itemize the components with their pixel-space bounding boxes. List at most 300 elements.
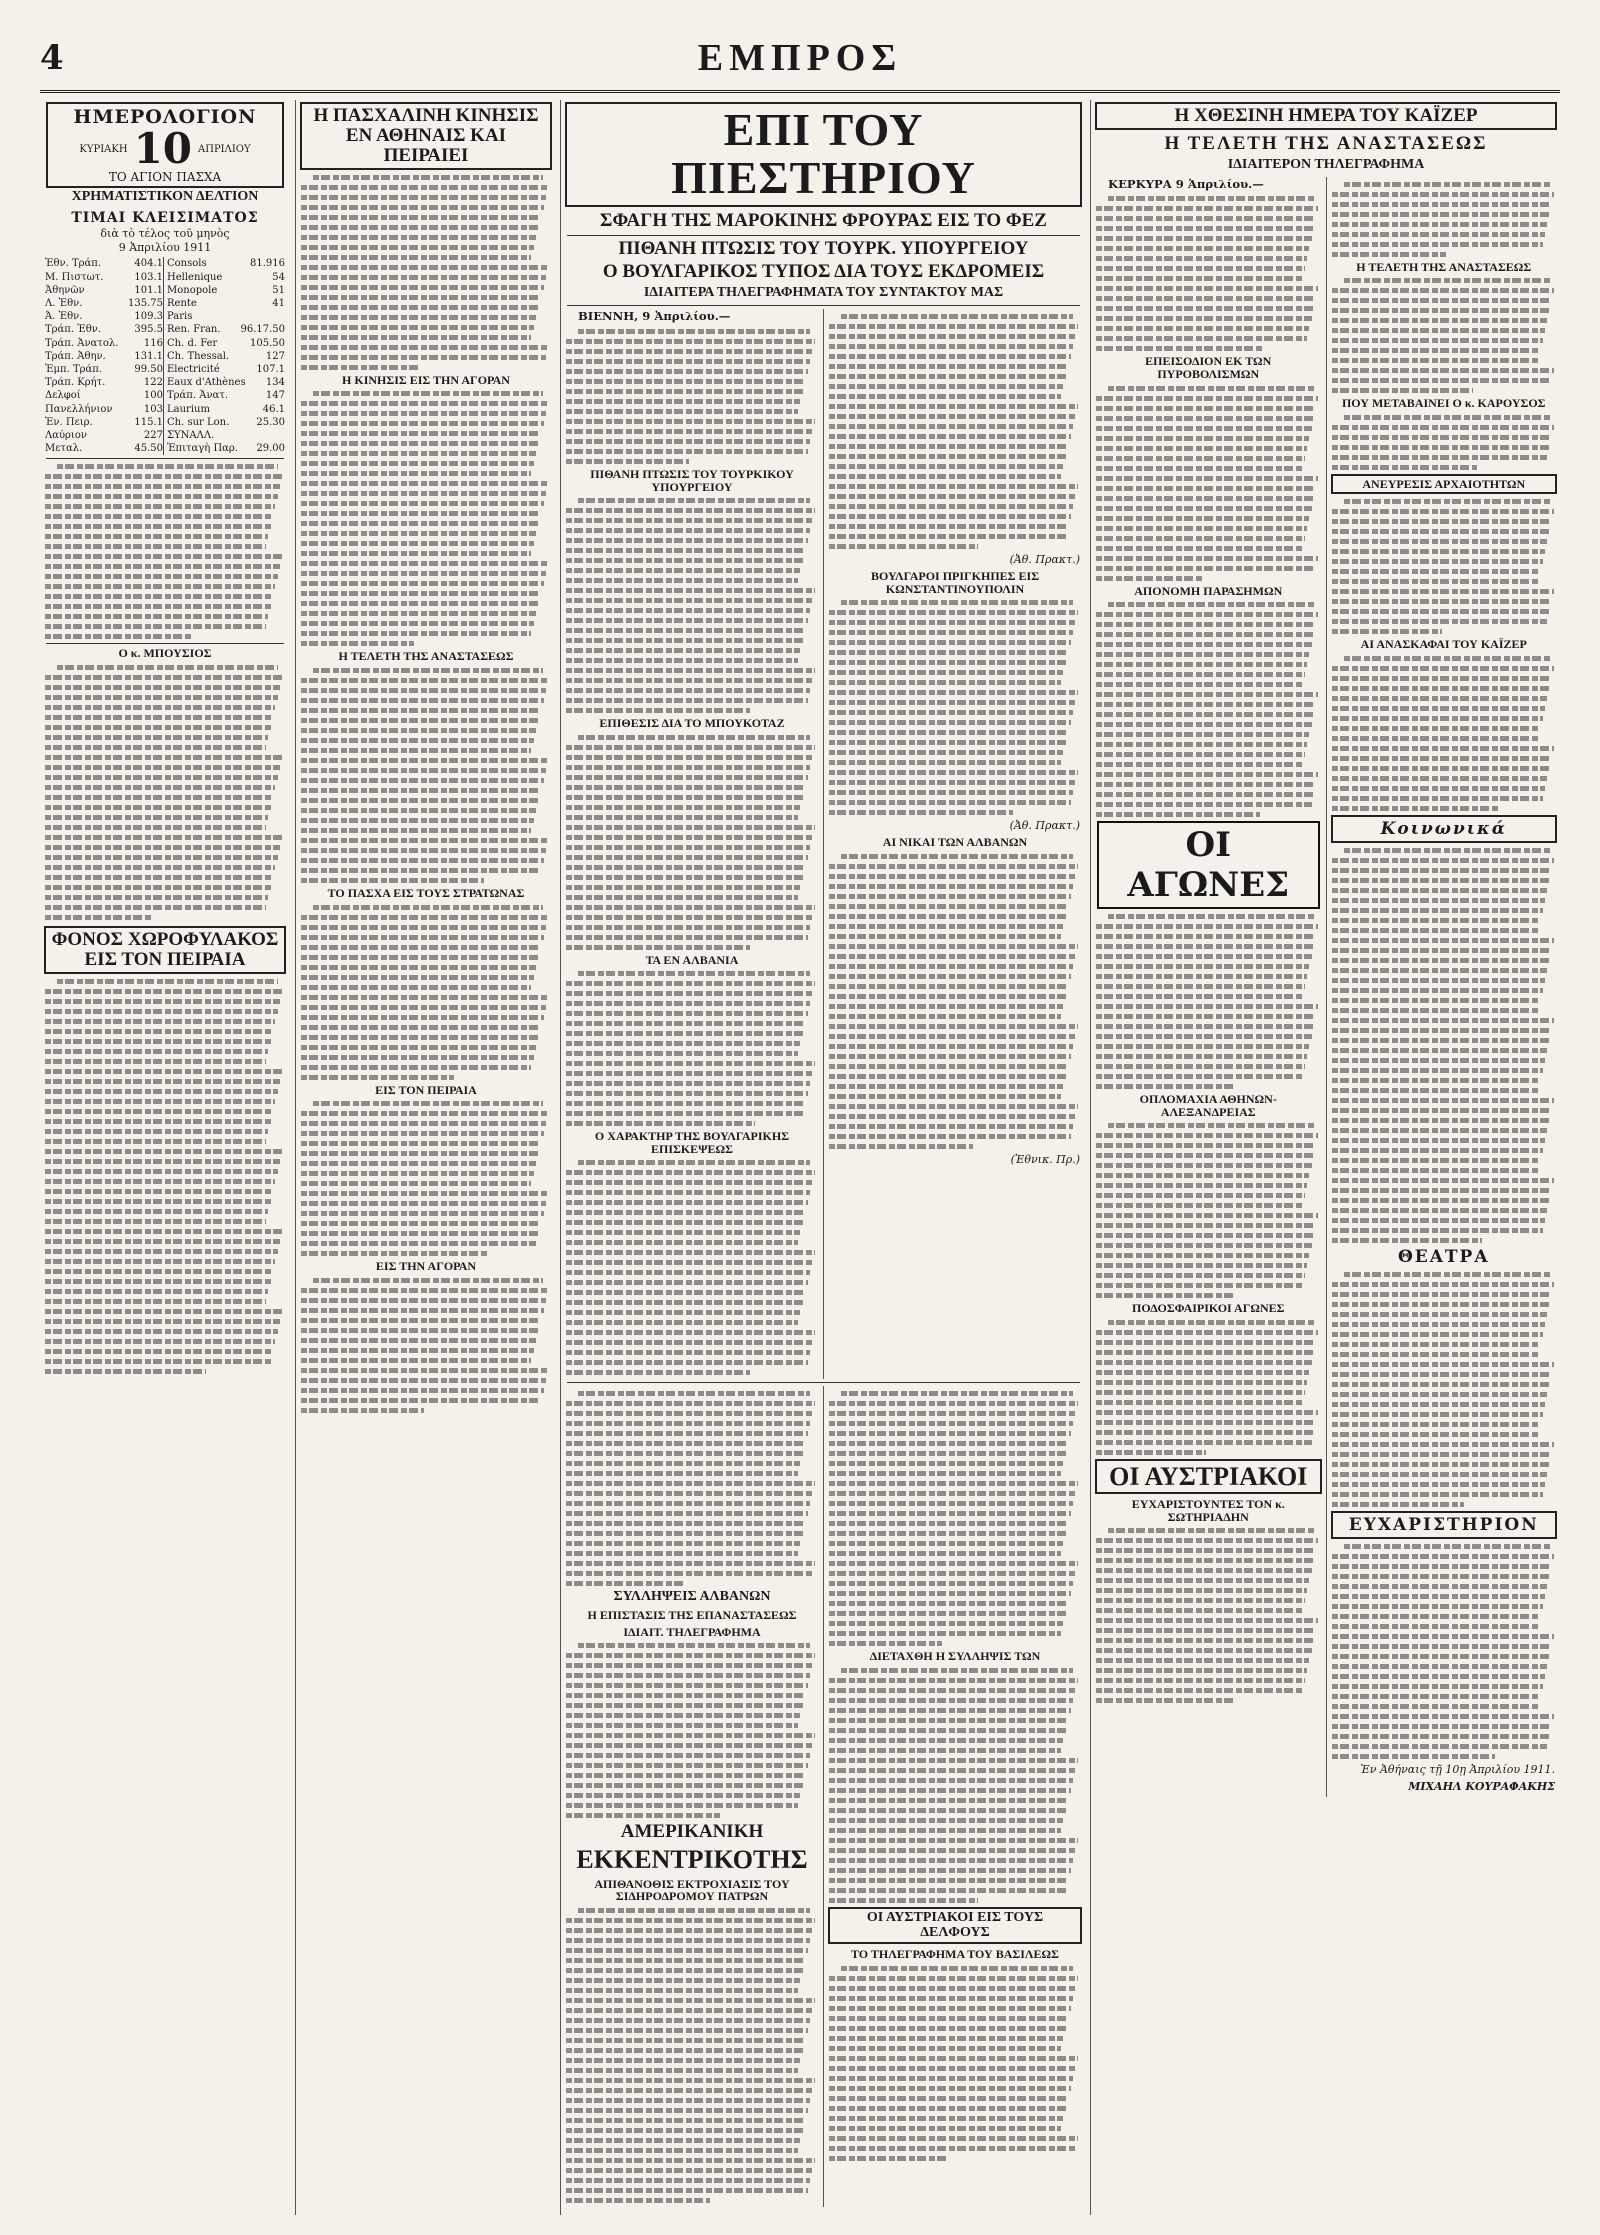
text-line: [829, 1898, 978, 1903]
dateline-corfu: ΚΕΡΚΥΡΑ 9 Ἀπριλίου.—: [1108, 176, 1264, 191]
text-line: [829, 524, 1068, 529]
text-line: [1096, 576, 1202, 581]
text-line: [1096, 1588, 1307, 1593]
subhead-shooting-incident: ΕΠΕΙΣΟΔΙΟΝ ΕΚ ΤΩΝ ΠΥΡΟΒΟΛΙΣΜΩΝ: [1145, 354, 1272, 381]
text-line: [1344, 415, 1551, 420]
text-line: [566, 2038, 805, 2043]
text-line: [841, 600, 1073, 605]
text-line: [829, 2016, 1068, 2021]
text-line: [566, 518, 813, 523]
text-line: [829, 1601, 1068, 1606]
text-line: [829, 1778, 1073, 1783]
text-line: [301, 611, 536, 616]
text-line: [1096, 1173, 1309, 1178]
text-line: [45, 745, 266, 750]
text-line: [45, 735, 268, 740]
text-line: [566, 1310, 800, 1315]
text-line: [829, 1611, 1066, 1616]
text-line: [301, 1025, 541, 1030]
text-line: [566, 1041, 800, 1046]
subhead-derailment: ΑΠΙΘΑΝΟΘΙΣ ΕΚΤΡΟΧΙΑΣΙΣ ΤΟΥ ΣΙΔΗΡΟΔΡΟΜΟΥ ΠΑΤΡΩΝ: [594, 1876, 790, 1904]
stock-price: 134: [265, 377, 285, 389]
text-line: [829, 1411, 1076, 1416]
deck-telegrams: ΙΔΙΑΙΤΕΡΑ ΤΗΛΕΓΡΑΦΗΜΑΤΑ ΤΟΥ ΣΥΝΤΑΚΤΟΥ ΜΑΣ: [643, 285, 1004, 301]
text-line: [829, 1451, 1066, 1456]
text-line: [829, 364, 1068, 369]
text-line: [1332, 1108, 1552, 1113]
text-line: [1096, 516, 1309, 521]
text-line: [1332, 619, 1548, 624]
subhead-piraeus: ΕΙΣ ΤΟΝ ΠΕΙΡΑΙΑ: [375, 1082, 477, 1097]
text-line: [566, 578, 798, 583]
text-line: [829, 2116, 1063, 2121]
text-line: [1096, 1233, 1314, 1238]
text-line: [301, 778, 544, 783]
article-text: [1332, 1272, 1557, 1507]
text-line: [829, 730, 1068, 735]
subhead-austrians-delphi: ΟΙ ΑΥΣΤΡΙΑΚΟΙ ΕΙΣ ΤΟΥΣ ΔΕΛΦΟΥΣ: [828, 1907, 1082, 1944]
text-line: [45, 785, 275, 790]
text-line: [829, 1581, 1073, 1586]
text-line: [1344, 499, 1551, 504]
text-line: [1096, 662, 1307, 667]
stock-name: Μεταλ.: [45, 443, 83, 455]
text-line: [566, 2018, 810, 2023]
text-line: [829, 1996, 1073, 2001]
text-line: [829, 810, 1013, 815]
text-line: [1096, 396, 1318, 401]
stock-row: [45, 310, 163, 323]
stock-row: [167, 363, 285, 376]
stock-name: Τράπ. Ἀθην.: [45, 350, 106, 362]
text-line: [45, 855, 278, 860]
text-line: [1096, 216, 1316, 221]
text-line: [1332, 1412, 1543, 1417]
text-line: [1096, 1668, 1307, 1673]
text-line: [45, 1259, 275, 1264]
text-line: [1332, 445, 1550, 450]
text-line: [566, 2188, 808, 2193]
text-line: [1332, 796, 1543, 801]
text-line: [301, 1211, 544, 1216]
text-line: [566, 399, 800, 404]
text-line: [301, 688, 546, 693]
text-line: [45, 1239, 280, 1244]
text-line: [1332, 978, 1545, 983]
text-line: [829, 974, 1071, 979]
text-line: [566, 1220, 803, 1225]
text-line: [1332, 676, 1552, 681]
page-number: 4: [40, 38, 64, 78]
deck-fez: ΣΦΑΓΗ ΤΗΣ ΜΑΡΟΚΙΝΗΣ ΦΡΟΥΡΑΣ ΕΙΣ ΤΟ ΦΕΖ: [600, 209, 1047, 231]
easter-title-line1: Η ΠΑΣΧΑΛΙΝΗ ΚΙΝΗΣΙΣ: [313, 105, 539, 126]
article-text: [301, 905, 551, 1080]
text-line: [1096, 436, 1309, 441]
text-line: [301, 631, 531, 636]
text-line: [1332, 1362, 1554, 1367]
text-line: [1332, 696, 1548, 701]
text-line: [566, 1051, 798, 1056]
text-line: [1332, 1694, 1541, 1699]
text-line: [1096, 612, 1318, 617]
text-line: [566, 1021, 805, 1026]
text-line: [1096, 526, 1307, 531]
text-line: [45, 524, 271, 529]
text-line: [1096, 924, 1318, 929]
text-line: [301, 858, 544, 863]
text-line: [1332, 868, 1552, 873]
text-line: [1332, 746, 1554, 751]
stock-row: [167, 376, 285, 389]
text-line: [829, 1591, 1071, 1596]
text-line: [301, 471, 531, 476]
stock-price: 103.1: [134, 271, 163, 283]
text-line: [566, 1111, 803, 1116]
text-line: [566, 2088, 813, 2093]
text-line: [566, 825, 815, 830]
source-sign: (Ἀθ. Πρακτ.): [1009, 819, 1080, 833]
text-line: [1332, 736, 1539, 741]
article-text: [45, 665, 285, 920]
stock-row: [45, 363, 163, 376]
text-line: [1332, 328, 1545, 333]
text-line: [1108, 1528, 1315, 1533]
text-line: [45, 1229, 283, 1234]
stock-row: [167, 257, 285, 270]
text-line: [566, 359, 810, 364]
text-line: [301, 1015, 544, 1020]
stock-row: [45, 389, 163, 402]
closing-prices-header: [46, 209, 284, 256]
text-line: [301, 335, 531, 340]
text-line: [566, 608, 810, 613]
thanks-headline: ΕΥΧΑΡΙΣΤΗΡΙΟΝ: [1331, 1511, 1558, 1539]
text-line: [45, 695, 278, 700]
text-line: [301, 1251, 489, 1256]
text-line: [301, 1231, 539, 1236]
text-line: [1096, 1243, 1312, 1248]
text-line: [566, 1071, 813, 1076]
text-line: [1096, 1698, 1233, 1703]
text-line: [301, 345, 549, 350]
text-line: [829, 864, 1078, 869]
text-line: [829, 1124, 1073, 1129]
text-line: [301, 315, 536, 320]
text-line: [566, 1451, 803, 1456]
article-text: [566, 735, 818, 950]
text-line: [301, 551, 531, 556]
text-line: [829, 1838, 1078, 1843]
text-line: [1332, 192, 1554, 197]
text-line: [1332, 1624, 1539, 1629]
text-line: [45, 685, 280, 690]
text-line: [45, 815, 268, 820]
text-line: [1332, 918, 1541, 923]
text-line: [566, 1210, 805, 1215]
article-text: [566, 329, 818, 464]
text-line: [566, 1081, 810, 1086]
text-line: [829, 534, 1066, 539]
text-line: [1332, 1754, 1496, 1759]
stock-name: ΣΥΝΑΛΛ.: [167, 429, 215, 441]
text-line: [1332, 1744, 1548, 1749]
text-line: [313, 668, 543, 673]
text-line: [829, 914, 1066, 919]
text-line: [1096, 692, 1318, 697]
text-line: [45, 875, 273, 880]
text-line: [566, 1481, 815, 1486]
text-line: [1332, 509, 1554, 514]
text-line: [1332, 1452, 1552, 1457]
column-2: [295, 100, 556, 2215]
text-line: [1344, 278, 1551, 283]
text-line: [829, 954, 1076, 959]
text-line: [45, 1309, 283, 1314]
text-line: [566, 1441, 805, 1446]
text-line: [1096, 1153, 1314, 1158]
text-line: [1332, 1574, 1550, 1579]
text-line: [1332, 1684, 1543, 1689]
text-line: [1332, 958, 1550, 963]
text-line: [301, 738, 534, 743]
text-line: [301, 955, 539, 960]
text-line: [829, 1541, 1063, 1546]
text-line: [829, 1788, 1071, 1793]
text-line: [1332, 1302, 1550, 1307]
text-line: [566, 1958, 805, 1963]
text-line: [301, 1005, 546, 1010]
subhead-albanian-arrests: ΣΥΛΛΗΨΕΙΣ ΑΛΒΑΝΩΝ: [613, 1589, 771, 1605]
text-line: [829, 700, 1076, 705]
text-line: [1332, 1734, 1550, 1739]
text-line: [829, 690, 1078, 695]
stock-name: Consols: [167, 258, 207, 270]
text-line: [301, 798, 539, 803]
text-line: [566, 1011, 808, 1016]
text-line: [1332, 629, 1442, 634]
stock-price: 227: [143, 429, 163, 441]
text-line: [301, 965, 536, 970]
text-line: [1344, 1544, 1551, 1549]
text-line: [1332, 1332, 1543, 1337]
stock-row: [45, 297, 163, 310]
text-line: [313, 905, 543, 910]
text-line: [566, 2168, 813, 2173]
text-line: [301, 1308, 544, 1313]
text-line: [1332, 242, 1543, 247]
text-line: [829, 1034, 1076, 1039]
text-line: [566, 1968, 803, 1973]
text-line: [566, 1190, 810, 1195]
stock-row: [167, 442, 285, 455]
text-line: [578, 971, 810, 976]
text-line: [1096, 1203, 1303, 1208]
text-line: [566, 688, 810, 693]
text-line: [1096, 1538, 1318, 1543]
subhead-arrest-ordered: ΔΙΕΤΑΧΘΗ Η ΣΥΛΛΗΨΙΣ ΤΩΝ: [869, 1649, 1041, 1664]
text-line: [829, 710, 1073, 715]
text-line: [566, 1743, 813, 1748]
stock-row: [45, 257, 163, 270]
stock-row: [45, 284, 163, 297]
article-text: [566, 971, 818, 1126]
text-line: [829, 2046, 1061, 2051]
text-line: [566, 855, 808, 860]
text-line: [566, 618, 808, 623]
text-line: [1096, 1044, 1309, 1049]
text-line: [301, 995, 549, 1000]
text-line: [1332, 1028, 1552, 1033]
text-line: [566, 598, 813, 603]
text-line: [1096, 782, 1316, 787]
text-line: [1332, 898, 1545, 903]
stock-price: 131.1: [134, 350, 163, 362]
text-line: [301, 571, 546, 576]
deck-turkish-ministry: ΠΙΘΑΝΗ ΠΤΩΣΙΣ ΤΟΥ ΤΟΥΡΚ. ΥΠΟΥΡΓΕΙΟΥ: [618, 237, 1029, 259]
text-line: [1096, 226, 1314, 231]
text-line: [45, 1359, 271, 1364]
stock-table: [45, 257, 285, 455]
text-line: [1096, 984, 1305, 989]
text-line: [301, 818, 534, 823]
text-line: [301, 1141, 541, 1146]
text-line: [1332, 1472, 1548, 1477]
text-line: [301, 878, 484, 883]
text-line: [829, 454, 1066, 459]
text-line: [301, 1388, 544, 1393]
stock-name: Λ. Ἐθν.: [45, 298, 83, 310]
text-line: [829, 1848, 1076, 1853]
article-text: [1332, 656, 1557, 811]
text-line: [1332, 1554, 1554, 1559]
article-text: [1096, 602, 1321, 817]
text-line: [829, 344, 1073, 349]
text-line: [578, 1391, 810, 1396]
text-line: [829, 2036, 1063, 2041]
text-line: [301, 1378, 546, 1383]
text-line: [829, 494, 1076, 499]
text-line: [829, 1708, 1071, 1713]
text-line: [1096, 1340, 1316, 1345]
text-line: [57, 665, 278, 670]
text-line: [1332, 202, 1552, 207]
text-line: [829, 640, 1071, 645]
text-line: [1108, 386, 1315, 391]
text-line: [301, 305, 539, 310]
subhead-telegram: ΙΔΙΑΙΤ. ΤΗΛΕΓΡΑΦΗΜΑ: [623, 1624, 761, 1639]
text-line: [1096, 1074, 1303, 1079]
text-line: [301, 868, 541, 873]
text-line: [829, 650, 1068, 655]
text-line: [829, 404, 1078, 409]
stock-row: [167, 350, 285, 363]
text-line: [1096, 326, 1309, 331]
article-title-murder: ΦΟΝΟΣ ΧΩΡΟΦΥΛΑΚΟΣ ΕΙΣ ΤΟΝ ΠΕΙΡΑΙΑ: [44, 926, 286, 974]
text-line: [1332, 358, 1539, 363]
text-line: [45, 1099, 275, 1104]
text-line: [1332, 756, 1552, 761]
divider: [567, 305, 1080, 306]
text-line: [1096, 406, 1316, 411]
text-line: [1332, 1048, 1548, 1053]
article-text: [1096, 1123, 1321, 1298]
text-line: [1332, 1584, 1548, 1589]
text-line: [566, 895, 798, 900]
text-line: [1332, 666, 1554, 671]
text-line: [829, 354, 1071, 359]
article-text: [829, 1391, 1081, 1646]
masthead: [40, 34, 1560, 93]
closing-title: ΤΙΜΑΙ ΚΛΕΙΣΙΜΑΤΟΣ: [71, 209, 259, 226]
stock-row: [167, 389, 285, 402]
text-line: [301, 975, 534, 980]
text-line: [1344, 1272, 1551, 1277]
text-line: [1096, 1360, 1312, 1365]
text-line: [829, 780, 1076, 785]
stock-row: [45, 429, 163, 442]
stock-price: 127: [265, 350, 285, 362]
text-line: [1332, 579, 1539, 584]
theatres-headline: ΘΕΑΤΡΑ: [1397, 1246, 1490, 1267]
newspaper-title: ΕΜΠΡΟΣ: [697, 37, 903, 79]
text-line: [566, 2118, 805, 2123]
text-line: [1332, 1604, 1543, 1609]
text-line: [566, 2108, 808, 2113]
text-line: [566, 945, 750, 950]
text-line: [1332, 1482, 1545, 1487]
text-line: [301, 275, 546, 280]
text-line: [1332, 1058, 1545, 1063]
stock-row: [167, 429, 285, 442]
text-line: [1332, 1502, 1464, 1507]
article-text: [829, 1668, 1081, 1903]
stock-name: Ἐπιταγὴ Παρ.: [167, 443, 238, 455]
article-text: [1332, 182, 1557, 257]
text-line: [829, 720, 1071, 725]
text-line: [566, 1733, 815, 1738]
text-line: [566, 1401, 815, 1406]
text-line: [1332, 232, 1545, 237]
text-line: [301, 501, 544, 506]
text-line: [301, 581, 544, 586]
text-line: [301, 265, 549, 270]
text-line: [45, 1139, 266, 1144]
text-line: [829, 1421, 1073, 1426]
text-line: [1096, 812, 1260, 817]
text-line: [1096, 1193, 1305, 1198]
text-line: [1332, 1442, 1554, 1447]
text-line: [1332, 1118, 1550, 1123]
text-line: [1332, 455, 1548, 460]
thanks-date: Ἐν Ἀθήναις τῇ 10ῃ Ἀπριλίου 1911.: [1360, 1762, 1555, 1776]
stock-price: 29.00: [256, 443, 285, 455]
text-line: [566, 875, 803, 880]
text-line: [301, 1161, 536, 1166]
games-headline: ΟΙ ΑΓΩΝΕΣ: [1097, 821, 1320, 909]
text-line: [45, 1089, 278, 1094]
text-line: [1108, 1123, 1315, 1128]
text-line: [1332, 1128, 1548, 1133]
text-line: [301, 1288, 549, 1293]
text-line: [45, 1199, 271, 1204]
text-line: [313, 1278, 543, 1283]
text-line: [1332, 1098, 1554, 1103]
text-line: [301, 451, 536, 456]
text-line: [45, 564, 280, 569]
stock-price: 122: [143, 377, 163, 389]
text-line: [1332, 212, 1550, 217]
divider: [46, 643, 284, 644]
